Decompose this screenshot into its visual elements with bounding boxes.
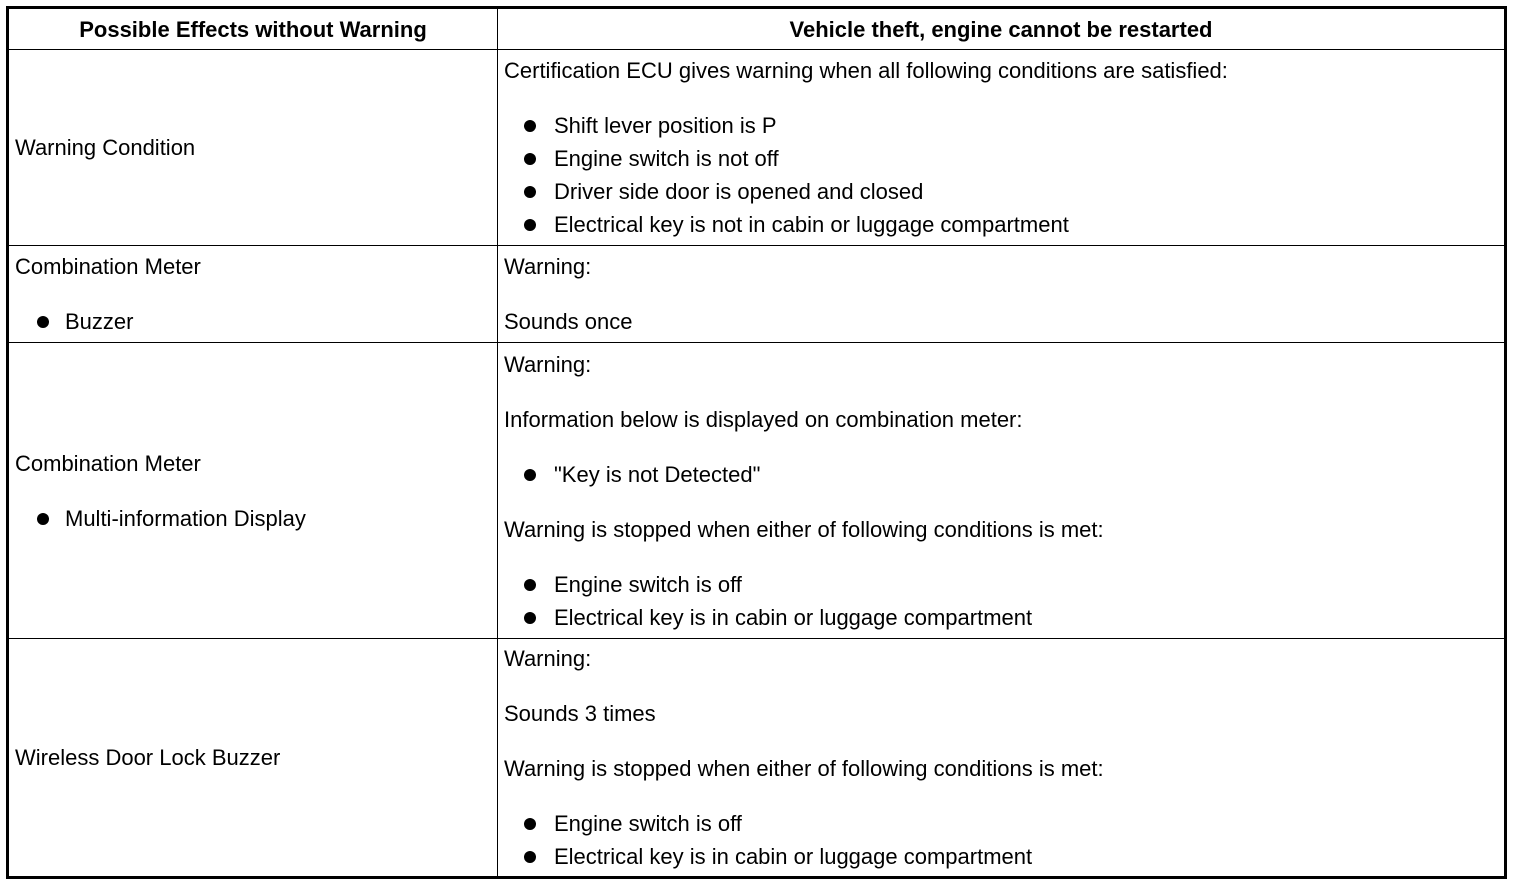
row-label (8, 343, 498, 639)
info-list (504, 458, 1498, 491)
table-row (8, 639, 1506, 878)
stop-list (504, 568, 1498, 634)
warning-label: Warning: (504, 254, 592, 279)
list-item: Engine switch is off (516, 568, 1498, 601)
condition-intro: Certification ECU gives warning when all following conditions are satisfied: (504, 58, 1228, 83)
row-detail (498, 246, 1506, 343)
stop-condition-text: Warning is stopped when either of following conditions is met: (504, 756, 1104, 781)
row-label-text: Warning Condition (15, 135, 196, 160)
condition-list (504, 109, 1498, 241)
row-detail (498, 639, 1506, 878)
warning-detail: Sounds once (504, 309, 633, 334)
row-label-text: Combination Meter (15, 254, 201, 279)
header-theft: Vehicle theft, engine cannot be restarted (498, 8, 1506, 50)
sub-list (15, 502, 491, 535)
warning-label: Warning: (504, 646, 592, 671)
list-item: Driver side door is opened and closed (516, 175, 1498, 208)
stop-list (504, 807, 1498, 873)
row-label-text: Wireless Door Lock Buzzer (15, 745, 281, 770)
list-item: Multi-information Display (29, 502, 491, 535)
warning-detail: Sounds 3 times (504, 701, 656, 726)
row-detail (498, 343, 1506, 639)
row-label (8, 246, 498, 343)
header-effects: Possible Effects without Warning (8, 8, 498, 50)
row-label (8, 639, 498, 878)
row-detail (498, 50, 1506, 246)
table-row (8, 50, 1506, 246)
list-item: Shift lever position is P (516, 109, 1498, 142)
table-row (8, 343, 1506, 639)
table-header-row (8, 8, 1506, 50)
list-item: Engine switch is off (516, 807, 1498, 840)
warning-label: Warning: (504, 351, 592, 377)
row-label-text: Combination Meter (15, 450, 201, 476)
info-text: Information below is displayed on combination meter: (504, 406, 1023, 432)
sub-list (15, 305, 491, 338)
warning-effects-table (6, 6, 1507, 879)
list-item: Electrical key is not in cabin or luggage compartment (516, 208, 1498, 241)
stop-condition-text: Warning is stopped when either of following conditions is met: (504, 516, 1104, 542)
list-item: "Key is not Detected" (516, 458, 1498, 491)
list-item: Engine switch is not off (516, 142, 1498, 175)
list-item: Buzzer (29, 305, 491, 338)
list-item: Electrical key is in cabin or luggage compartment (516, 601, 1498, 634)
row-label (8, 50, 498, 246)
list-item: Electrical key is in cabin or luggage compartment (516, 840, 1498, 873)
table-row (8, 246, 1506, 343)
